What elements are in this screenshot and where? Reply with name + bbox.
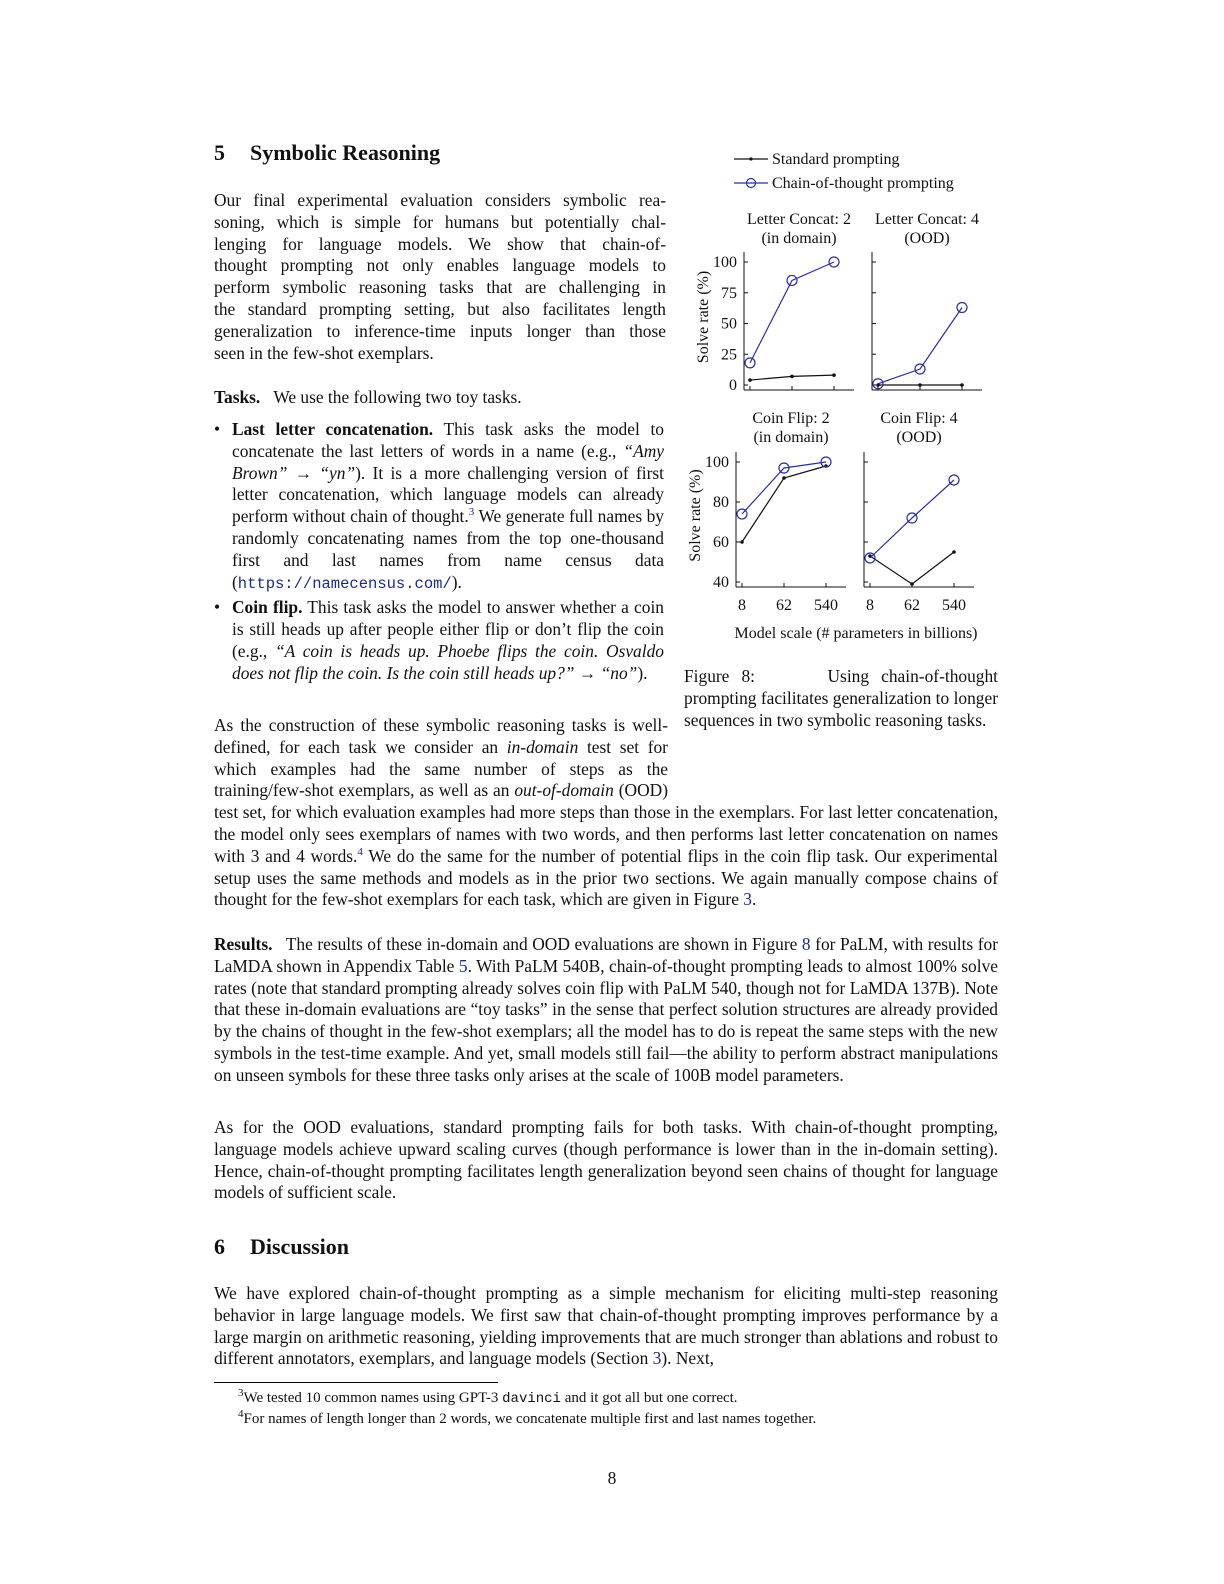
y-tick-label: 25 [721, 346, 737, 364]
y-tick-label: 100 [713, 254, 737, 271]
paragraph-text: We have explored chain-of-thought prompting as a simple mechanism for eliciting multi-step reasoning behavior in large language models. We first saw that chain-of-thought prompting improves performance by a large margin on arithmetic reasoning, yielding improvements that are much stronger than ablations and robust to different annotators, exemplars, and language models (Section [214, 1283, 998, 1369]
y-tick-label: 80 [713, 494, 729, 511]
data-point [782, 476, 786, 480]
paragraph-text: As the construction of these symbolic reasoning tasks is well-defined, for each task we consider an [214, 715, 668, 757]
x-tick-label: 540 [814, 597, 838, 614]
chart-legend [734, 151, 954, 192]
y-tick-label: 50 [721, 315, 737, 333]
bullet-term: Last letter concatenation. [232, 419, 434, 439]
paragraph-text: . [752, 889, 757, 910]
bullet-text: This task asks the model to concatenate the last letters of words in a name (e.g., [232, 419, 664, 461]
footnote-rule [214, 1382, 498, 1383]
results-paragraph [214, 934, 998, 1087]
text-line: thought prompting not only enables language models to [214, 255, 666, 276]
tasks-paragraph [214, 387, 666, 409]
figure-8-chart [684, 140, 1014, 660]
chart-panel [864, 410, 974, 614]
footnote-text: and it got all but one correct. [564, 1390, 738, 1406]
section-number: 5 [214, 140, 225, 165]
figure-reference-link[interactable]: 8 [801, 934, 811, 954]
text-line: the standard prompting setting, but also facilitates length [214, 298, 666, 319]
panel-title: Coin Flip: 4 [880, 410, 958, 427]
section-6-heading [214, 1234, 349, 1260]
bullet-text: ). It is a more challenging version of first letter concatenation, which language models can already perform without chain of thought. [232, 462, 664, 527]
footnote-text: We tested 10 common names using GPT-3 [243, 1390, 499, 1406]
panel-title: (OOD) [896, 429, 942, 446]
footnote-number: 4 [238, 1408, 244, 1420]
figure-reference-link[interactable]: 3 [743, 889, 752, 910]
data-point [952, 550, 956, 554]
tasks-heading: Tasks. [214, 387, 261, 407]
text-line: Our final experimental evaluation considers symbolic rea- [214, 190, 666, 210]
panel-title: Coin Flip: 2 [752, 410, 830, 427]
x-tick-label: 62 [776, 597, 792, 614]
paragraph-text: We do the same for the number of potential flips in the coin flip task. Our experimental setup uses the same methods and models as in the prior two sections. We again manually compose chains of thought for the few-shot exemplars for each task, which are given in Figure [214, 845, 998, 910]
x-axis-label: Model scale (# parameters in billions) [734, 625, 978, 642]
panel-title: Letter Concat: 4 [875, 211, 979, 228]
text-line: soning, which is simple for humans but potentially chal- [214, 211, 666, 232]
chart-panel [687, 410, 846, 614]
data-point [918, 383, 922, 387]
series-line [878, 308, 962, 384]
y-axis-label: Solve rate (%) [687, 469, 704, 562]
footnote [238, 1409, 816, 1430]
footnote-number: 3 [238, 1387, 244, 1399]
x-tick-label: 540 [942, 597, 966, 614]
list-item [214, 419, 664, 595]
bullet-text: ). [637, 662, 648, 683]
paragraph-text: (OOD) test set, for which evaluation examples had more steps than those in the exemplars. For last letter concatenation, the model only sees exemplars of names with two words, and then performs last letter concatenation on names with 3 and 4 words. [214, 780, 998, 866]
y-tick-label: 40 [713, 574, 729, 591]
footnote-text: For names of length longer than 2 words, we concatenate multiple first and last names together. [243, 1411, 817, 1427]
panel-title: Letter Concat: 2 [747, 211, 851, 228]
y-tick-label: 75 [721, 284, 737, 302]
page-number: 8 [607, 1468, 617, 1488]
x-tick-label: 8 [738, 597, 746, 614]
paragraph-text: The results of these in-domain and OOD evaluations are shown in Figure [285, 934, 798, 954]
chart-panel [872, 211, 982, 390]
chart-panel [695, 211, 854, 394]
bullet-text: We generate full names by randomly concatenating names from the top one-thousand first and last names from name census data ( [232, 506, 664, 592]
example-output: “yn” [319, 462, 356, 483]
y-axis-label: Solve rate (%) [695, 270, 712, 364]
panel-title: (in domain) [753, 429, 829, 446]
emphasis-out-of-domain: out-of-domain [514, 780, 614, 801]
intro-paragraph [214, 190, 666, 364]
caption-label: Figure 8: [684, 666, 756, 686]
tasks-text: We use the following two toy tasks. [273, 387, 522, 407]
ood-paragraph: As for the OOD evaluations, standard prompting fails for both tasks. With chain-of-thought prompting, language models achieve upward scaling curves (though performance is lower than in the in-domain setting). Hence, chain-of-thought prompting facilitates length generalization beyond seen chains of thought for language models of sufficient scale. [214, 1117, 998, 1203]
text-line: lenging for language models. We show that chain-of- [214, 233, 666, 254]
example-output: “no” [600, 662, 638, 683]
data-point [960, 383, 964, 387]
x-tick-label: 62 [904, 597, 920, 614]
discussion-paragraph [214, 1283, 998, 1370]
footnote-marker[interactable]: 3 [468, 506, 475, 519]
text-line: perform symbolic reasoning tasks that are challenging in [214, 277, 666, 298]
bullet-glyph: • [214, 419, 221, 439]
list-item [214, 597, 664, 684]
series-line [870, 480, 954, 558]
text-line: seen in the few-shot exemplars. [214, 342, 434, 363]
section-5-heading [214, 140, 440, 166]
legend-label: Chain-of-thought prompting [772, 175, 954, 192]
panel-title: (in domain) [761, 230, 837, 247]
data-point [740, 540, 744, 544]
paragraph-text: . With PaLM 540B, chain-of-thought prompting leads to almost 100% solve rates (note that standard prompting already solves coin flip with PaLM 540, though not for LaMDA 137B). Note that these in-domain evaluations are “toy tasks” in the sense that perfect solution structures are already provided by the chains of thought in the few-shot exemplars; all the model has to do is repeat the same steps with the new symbols in the test-time example. And yet, small models still fail—the ability to perform abstract manipulations on unseen symbols for these three tasks only arises at the scale of 100B model parameters. [214, 955, 998, 1085]
legend-label: Standard prompting [772, 151, 900, 168]
footnote [238, 1388, 738, 1410]
legend-marker [749, 157, 752, 160]
url-link[interactable]: https://namecensus.com/ [237, 574, 452, 593]
chart-panels [687, 211, 982, 642]
series-line [870, 552, 954, 584]
tasks-list [214, 419, 664, 685]
figure-caption [684, 666, 998, 731]
arrow-symbol: → [578, 662, 597, 683]
series-line [750, 262, 834, 363]
data-point [910, 582, 914, 586]
x-tick-label: 8 [866, 597, 874, 614]
results-heading: Results. [214, 934, 273, 954]
construction-paragraph [214, 715, 998, 911]
data-point [832, 373, 836, 377]
section-number: 6 [214, 1234, 225, 1259]
bullet-text: ). [451, 571, 462, 592]
bullet-text: This task asks the model to answer whether a coin is still heads up after people either flip or don’t flip the coin (e.g., [232, 597, 664, 661]
y-tick-label: 100 [705, 454, 729, 471]
panel-title: (OOD) [904, 230, 950, 247]
emphasis-in-domain: in-domain [506, 736, 579, 757]
bullet-term: Coin flip. [232, 597, 303, 618]
arrow-symbol: → [294, 462, 313, 483]
y-tick-label: 0 [729, 377, 737, 394]
text-line: generalization to inference-time inputs longer than those [214, 320, 666, 341]
footnote-marker[interactable]: 4 [357, 845, 363, 858]
section-reference-link[interactable]: 3 [652, 1348, 662, 1369]
table-reference-link[interactable]: 5 [458, 955, 468, 976]
paragraph-text: test set for which examples had the same number of steps as the training/few-shot exemplars, as well as an [214, 736, 668, 801]
bullet-glyph: • [214, 597, 221, 618]
data-point [790, 375, 794, 379]
paragraph-text: for PaLM, with results for LaMDA shown in Appendix Table [214, 934, 998, 976]
y-tick-label: 60 [713, 534, 729, 551]
section-title: Discussion [250, 1234, 350, 1259]
example-input: “A coin is heads up. Phoebe flips the coin. Osvaldo does not flip the coin. Is the coin still heads up?” [232, 640, 664, 683]
example-input: “Amy Brown” [232, 440, 664, 483]
caption-text: Using chain-of-thought prompting facilitates generalization to longer sequences in two symbolic reasoning tasks. [684, 666, 998, 730]
paragraph-text: ). Next, [661, 1348, 715, 1369]
section-title: Symbolic Reasoning [250, 140, 441, 165]
data-point [748, 378, 752, 382]
footnote-code: davinci [502, 1391, 561, 1407]
